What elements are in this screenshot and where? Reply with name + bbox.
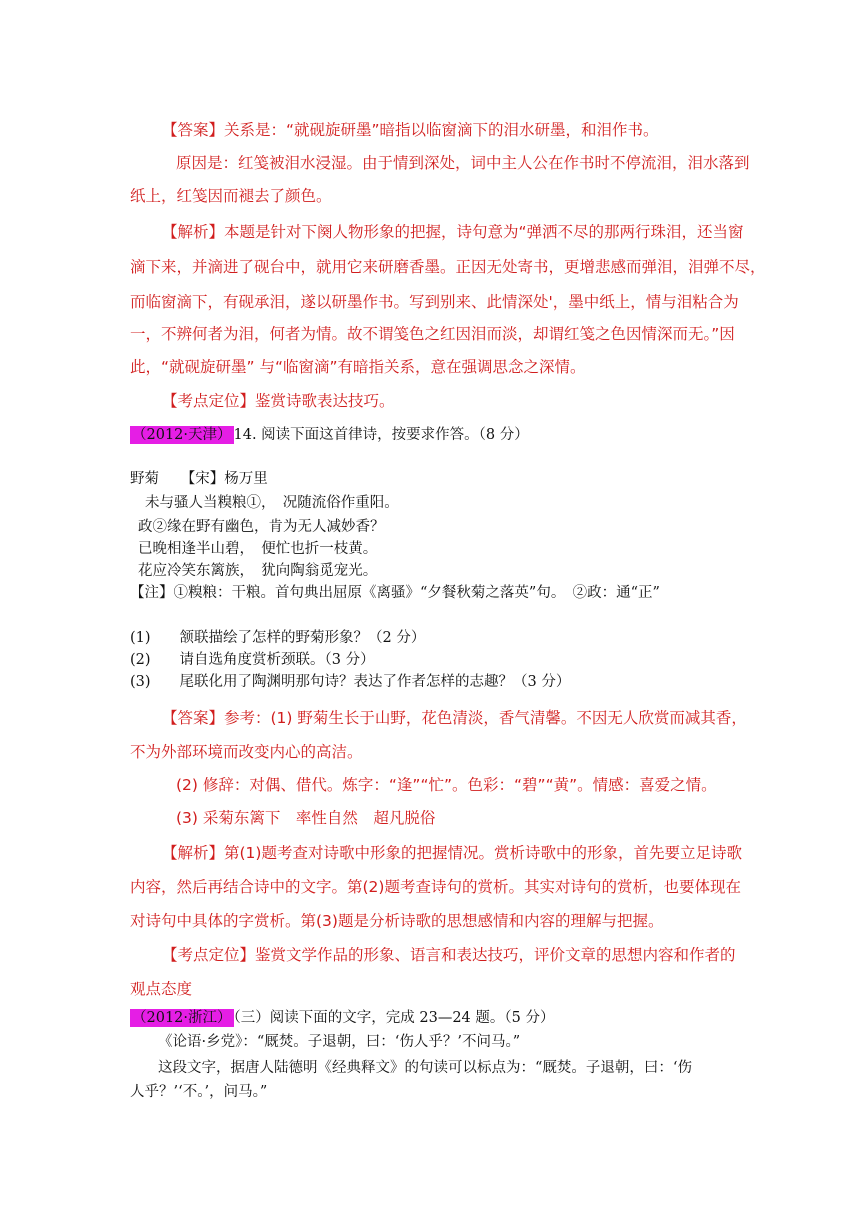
passage-line: 这段文字，据唐人陆德明《经典释文》的句读可以标点为：“厩焚。子退朝，曰：‘伤 bbox=[158, 1060, 693, 1076]
answer-reason-line: 纸上，红笺因而褪去了颜色。 bbox=[130, 187, 332, 205]
point-line: 观点态度 bbox=[130, 980, 193, 998]
question-text: 14. 阅读下面这首律诗，按要求作答。（8 分） bbox=[233, 427, 529, 443]
sub-question: (1) 颔联描绘了怎样的野菊形象？（2 分） bbox=[130, 630, 426, 646]
poem-title: 野菊 【宋】杨万里 bbox=[130, 471, 268, 487]
poem-line: 政②缘在野有幽色，肯为无人减妙香？ bbox=[138, 519, 385, 535]
answer-line: 【答案】关系是：“就砚旋研墨”暗指以临窗滴下的泪水研墨，和泪作书。 bbox=[162, 121, 659, 139]
passage-line: 人乎？’‘不。’，问马。” bbox=[130, 1084, 268, 1100]
note-line: 【注】①糗粮：干粮。首句典出屈原《离骚》“夕餐秋菊之落英”句。 ②政：通“正” bbox=[130, 585, 660, 601]
poem-line: 已晚相逢半山碧， 便忙也折一枝黄。 bbox=[138, 541, 378, 557]
point-line: 【考点定位】鉴赏文学作品的形象、语言和表达技巧，评价文章的思想内容和作者的 bbox=[162, 946, 736, 964]
analysis-line: 对诗句中具体的字赏析。第(3)题是分析诗歌的思想感情和内容的理解与把握。 bbox=[130, 912, 664, 930]
answer-line: 【答案】参考：(1) 野菊生长于山野，花色清淡，香气清馨。不因无人欣赏而减其香， bbox=[162, 709, 747, 727]
analysis-line: 内容，然后再结合诗中的文字。第(2)题考查诗句的赏析。其实对诗句的赏析，也要体现在 bbox=[130, 878, 741, 896]
question-header bbox=[130, 1006, 554, 1027]
answer-line: (3) 采菊东篱下 率性自然 超凡脱俗 bbox=[176, 809, 436, 827]
poem-line: 花应冷笑东篱族， 犹向陶翁觅宠光。 bbox=[138, 563, 378, 579]
source-tag: （2012·天津） bbox=[132, 427, 232, 443]
analysis-line: 【解析】第(1)题考查对诗歌中形象的把握情况。赏析诗歌中的形象，首先要立足诗歌 bbox=[162, 844, 742, 862]
question-text: （三）阅读下面的文字，完成 23—24 题。（5 分） bbox=[233, 1010, 555, 1026]
passage-line: 《论语·乡党》：“厩焚。子退朝，曰：‘伤人乎？’不问马。” bbox=[158, 1034, 521, 1050]
poem-line: 未与骚人当糗粮①， 况随流俗作重阳。 bbox=[145, 495, 399, 511]
analysis-line: 而临窗滴下，有砚承泪，遂以研墨作书。写到别来、此情深处'，墨中纸上，情与泪粘合为 bbox=[130, 293, 739, 311]
point-line: 【考点定位】鉴赏诗歌表达技巧。 bbox=[162, 392, 395, 410]
answer-line: (2) 修辞：对偶、借代。炼字：“逢”“忙”。色彩：“碧”“黄”。情感：喜爱之情。 bbox=[176, 776, 717, 794]
analysis-line: 一，不辨何者为泪，何者为情。故不谓笺色之红因泪而淡，却谓红笺之色因情深而无。”因 bbox=[130, 325, 735, 343]
sub-question: (3) 尾联化用了陶渊明那句诗？表达了作者怎样的志趣？（3 分） bbox=[130, 674, 571, 690]
analysis-line: 【解析】本题是针对下阕人物形象的把握，诗句意为“弹洒不尽的那两行珠泪，还当窗 bbox=[162, 223, 744, 241]
question-header bbox=[130, 423, 529, 444]
answer-line: 不为外部环境而改变内心的高洁。 bbox=[130, 743, 363, 761]
analysis-line: 滴下来，并滴进了砚台中，就用它来研磨香墨。正因无处寄书，更增悲感而弹泪，泪弹不尽， bbox=[130, 258, 766, 276]
source-tag: （2012·浙江） bbox=[132, 1010, 232, 1026]
answer-reason-line: 原因是：红笺被泪水浸湿。由于情到深处，词中主人公在作书时不停流泪，泪水落到 bbox=[176, 154, 750, 172]
sub-question: (2) 请自选角度赏析颈联。（3 分） bbox=[130, 652, 375, 668]
analysis-line: 此，“就砚旋研墨” 与“临窗滴”有暗指关系，意在强调思念之深情。 bbox=[130, 358, 586, 376]
